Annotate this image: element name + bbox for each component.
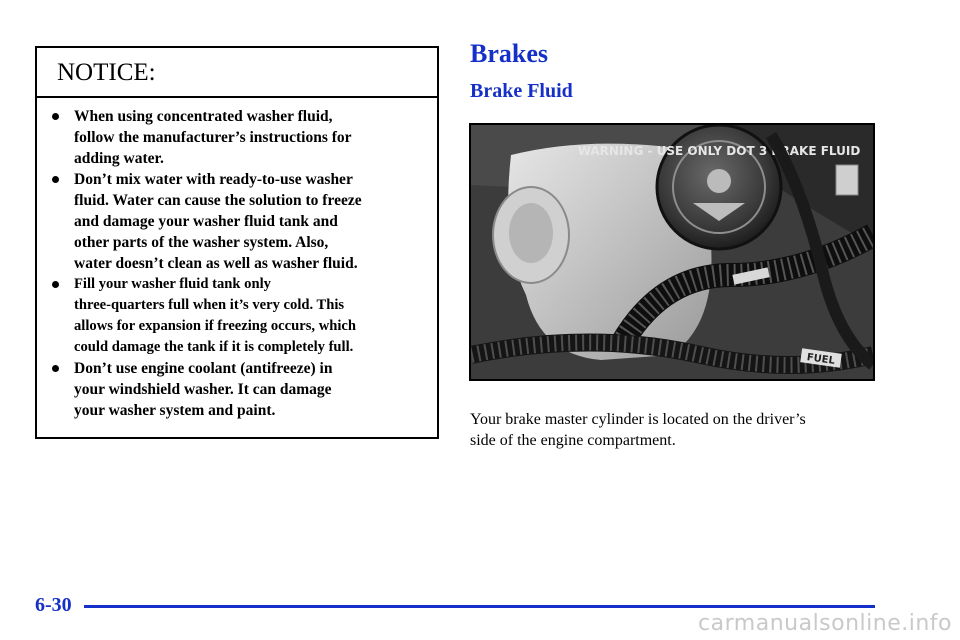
notice-line: Fill your washer fluid tank only xyxy=(74,276,271,292)
footer-divider xyxy=(84,605,875,608)
notice-line: your washer system and paint. xyxy=(74,402,276,419)
site-watermark: carmanualsonline.info xyxy=(698,611,952,636)
hose-label-text: FUEL xyxy=(806,352,836,367)
notice-item xyxy=(52,358,425,421)
notice-line: adding water. xyxy=(74,150,164,167)
notice-line: other parts of the washer system. Also, xyxy=(74,234,329,251)
notice-title: NOTICE: xyxy=(37,48,437,98)
notice-item xyxy=(52,274,425,358)
notice-line: and damage your washer fluid tank and xyxy=(74,213,338,230)
engine-photo-illustration xyxy=(471,125,873,379)
notice-item xyxy=(52,169,425,274)
notice-line: fluid. Water can cause the solution to freeze xyxy=(74,192,362,209)
bullet-icon xyxy=(52,365,59,372)
notice-line: allows for expansion if freezing occurs, which xyxy=(74,318,356,334)
notice-box xyxy=(35,46,439,439)
bullet-icon xyxy=(52,176,59,183)
notice-line: water doesn’t clean as well as washer fluid. xyxy=(74,255,358,272)
body-line: Your brake master cylinder is located on the driver’s xyxy=(470,411,806,428)
bullet-icon xyxy=(52,113,59,120)
cap-warning-text: WARNING - USE ONLY DOT 3 BRAKE FLUID xyxy=(577,144,861,158)
bullet-icon xyxy=(52,281,59,288)
notice-line: Don’t use engine coolant (antifreeze) in xyxy=(74,360,333,377)
notice-line: When using concentrated washer fluid, xyxy=(74,108,333,125)
notice-line: Don’t mix water with ready-to-use washer xyxy=(74,171,353,188)
body-line: side of the engine compartment. xyxy=(470,432,676,449)
section-title: Brakes xyxy=(470,39,548,68)
body-paragraph xyxy=(470,409,880,451)
notice-line: follow the manufacturer’s instructions for xyxy=(74,129,352,146)
section-subtitle: Brake Fluid xyxy=(470,80,573,102)
notice-line: three-quarters full when it’s very cold. This xyxy=(74,297,345,313)
page-number: 6-30 xyxy=(35,594,72,616)
brake-fluid-reservoir-photo xyxy=(469,123,875,381)
notice-list xyxy=(37,98,437,421)
notice-line: could damage the tank if it is completely full. xyxy=(74,339,354,355)
notice-line: your windshield washer. It can damage xyxy=(74,381,332,398)
notice-item xyxy=(52,106,425,169)
